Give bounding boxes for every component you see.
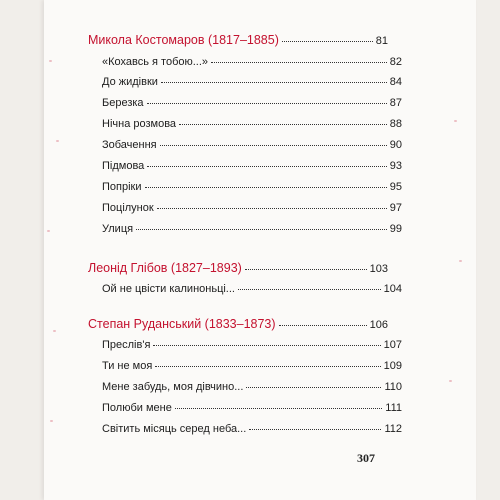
dot-leader — [145, 187, 387, 188]
page-number: 90 — [389, 139, 402, 151]
toc-entry-row[interactable] — [88, 423, 402, 435]
dot-leader — [153, 345, 380, 346]
toc-entry-row[interactable] — [88, 223, 402, 235]
page-number: 110 — [384, 381, 402, 393]
page-number: 109 — [383, 360, 402, 372]
toc-author-row[interactable] — [88, 261, 388, 275]
page-number: 103 — [369, 263, 388, 275]
dot-leader — [238, 289, 381, 290]
page-number: 104 — [383, 283, 402, 295]
page-number: 97 — [389, 202, 402, 214]
folio-page-number: 307 — [357, 451, 375, 465]
dot-leader — [160, 145, 387, 146]
toc-entry-row[interactable] — [88, 97, 402, 109]
page-number: 95 — [389, 181, 402, 193]
toc-entry-row[interactable] — [88, 118, 402, 130]
entry-title: Ой не цвісти калиноньці... — [102, 283, 235, 295]
page-number: 112 — [384, 423, 402, 435]
toc-entry-row[interactable] — [88, 381, 402, 393]
toc-entry-row[interactable] — [88, 339, 402, 351]
page-number: 84 — [389, 76, 402, 88]
toc-entry-row[interactable] — [88, 139, 402, 151]
entry-title: Зобачення — [102, 139, 157, 151]
entry-title: Підмова — [102, 160, 145, 172]
entry-title: Улиця — [102, 223, 134, 235]
toc-author-row[interactable] — [88, 317, 388, 331]
toc-entry-row[interactable] — [88, 181, 402, 193]
entry-title: Попріки — [102, 181, 142, 193]
dot-leader — [147, 166, 386, 167]
entry-title: Березка — [102, 97, 144, 109]
entry-title: Преслів'я — [102, 339, 151, 351]
page-number: 87 — [389, 97, 402, 109]
author-title: Леонід Глібов (1827–1893) — [88, 261, 242, 275]
dot-leader — [157, 208, 387, 209]
page-number: 106 — [369, 319, 388, 331]
author-title: Микола Костомаров (1817–1885) — [88, 33, 279, 47]
dot-leader — [161, 82, 387, 83]
toc-author-row[interactable] — [88, 33, 388, 47]
entry-title: Ти не моя — [102, 360, 153, 372]
toc-entry-row[interactable] — [88, 76, 402, 88]
page-number: 93 — [389, 160, 402, 172]
dot-leader — [282, 41, 373, 42]
toc-entry-row[interactable] — [88, 202, 402, 214]
toc-entry-row[interactable] — [88, 56, 402, 68]
toc-entry-row[interactable] — [88, 360, 402, 372]
toc-entry-row[interactable] — [88, 283, 402, 295]
page-number: 82 — [389, 56, 402, 68]
dot-leader — [155, 366, 380, 367]
entry-title: Мене забудь, моя дівчино... — [102, 381, 244, 393]
entry-title: Полюби мене — [102, 402, 172, 414]
dot-leader — [175, 408, 382, 409]
page-number: 81 — [375, 35, 388, 47]
page-number: 99 — [389, 223, 402, 235]
page-number: 107 — [383, 339, 402, 351]
dot-leader — [211, 62, 387, 63]
dot-leader — [279, 325, 367, 326]
author-title: Степан Руданський (1833–1873) — [88, 317, 276, 331]
toc-entry-row[interactable] — [88, 160, 402, 172]
dot-leader — [249, 429, 381, 430]
toc-entry-row[interactable] — [88, 402, 402, 414]
entry-title: Нічна розмова — [102, 118, 177, 130]
dot-leader — [136, 229, 387, 230]
entry-title: Світить місяць серед неба... — [102, 423, 247, 435]
dot-leader — [246, 387, 381, 388]
entry-title: Поцілунок — [102, 202, 154, 214]
dot-leader — [147, 103, 387, 104]
page-number: 88 — [389, 118, 402, 130]
entry-title: «Кохавсь я тобою...» — [102, 56, 209, 68]
entry-title: До жидівки — [102, 76, 158, 88]
dot-leader — [179, 124, 387, 125]
page-number: 111 — [385, 402, 402, 414]
dot-leader — [245, 269, 367, 270]
